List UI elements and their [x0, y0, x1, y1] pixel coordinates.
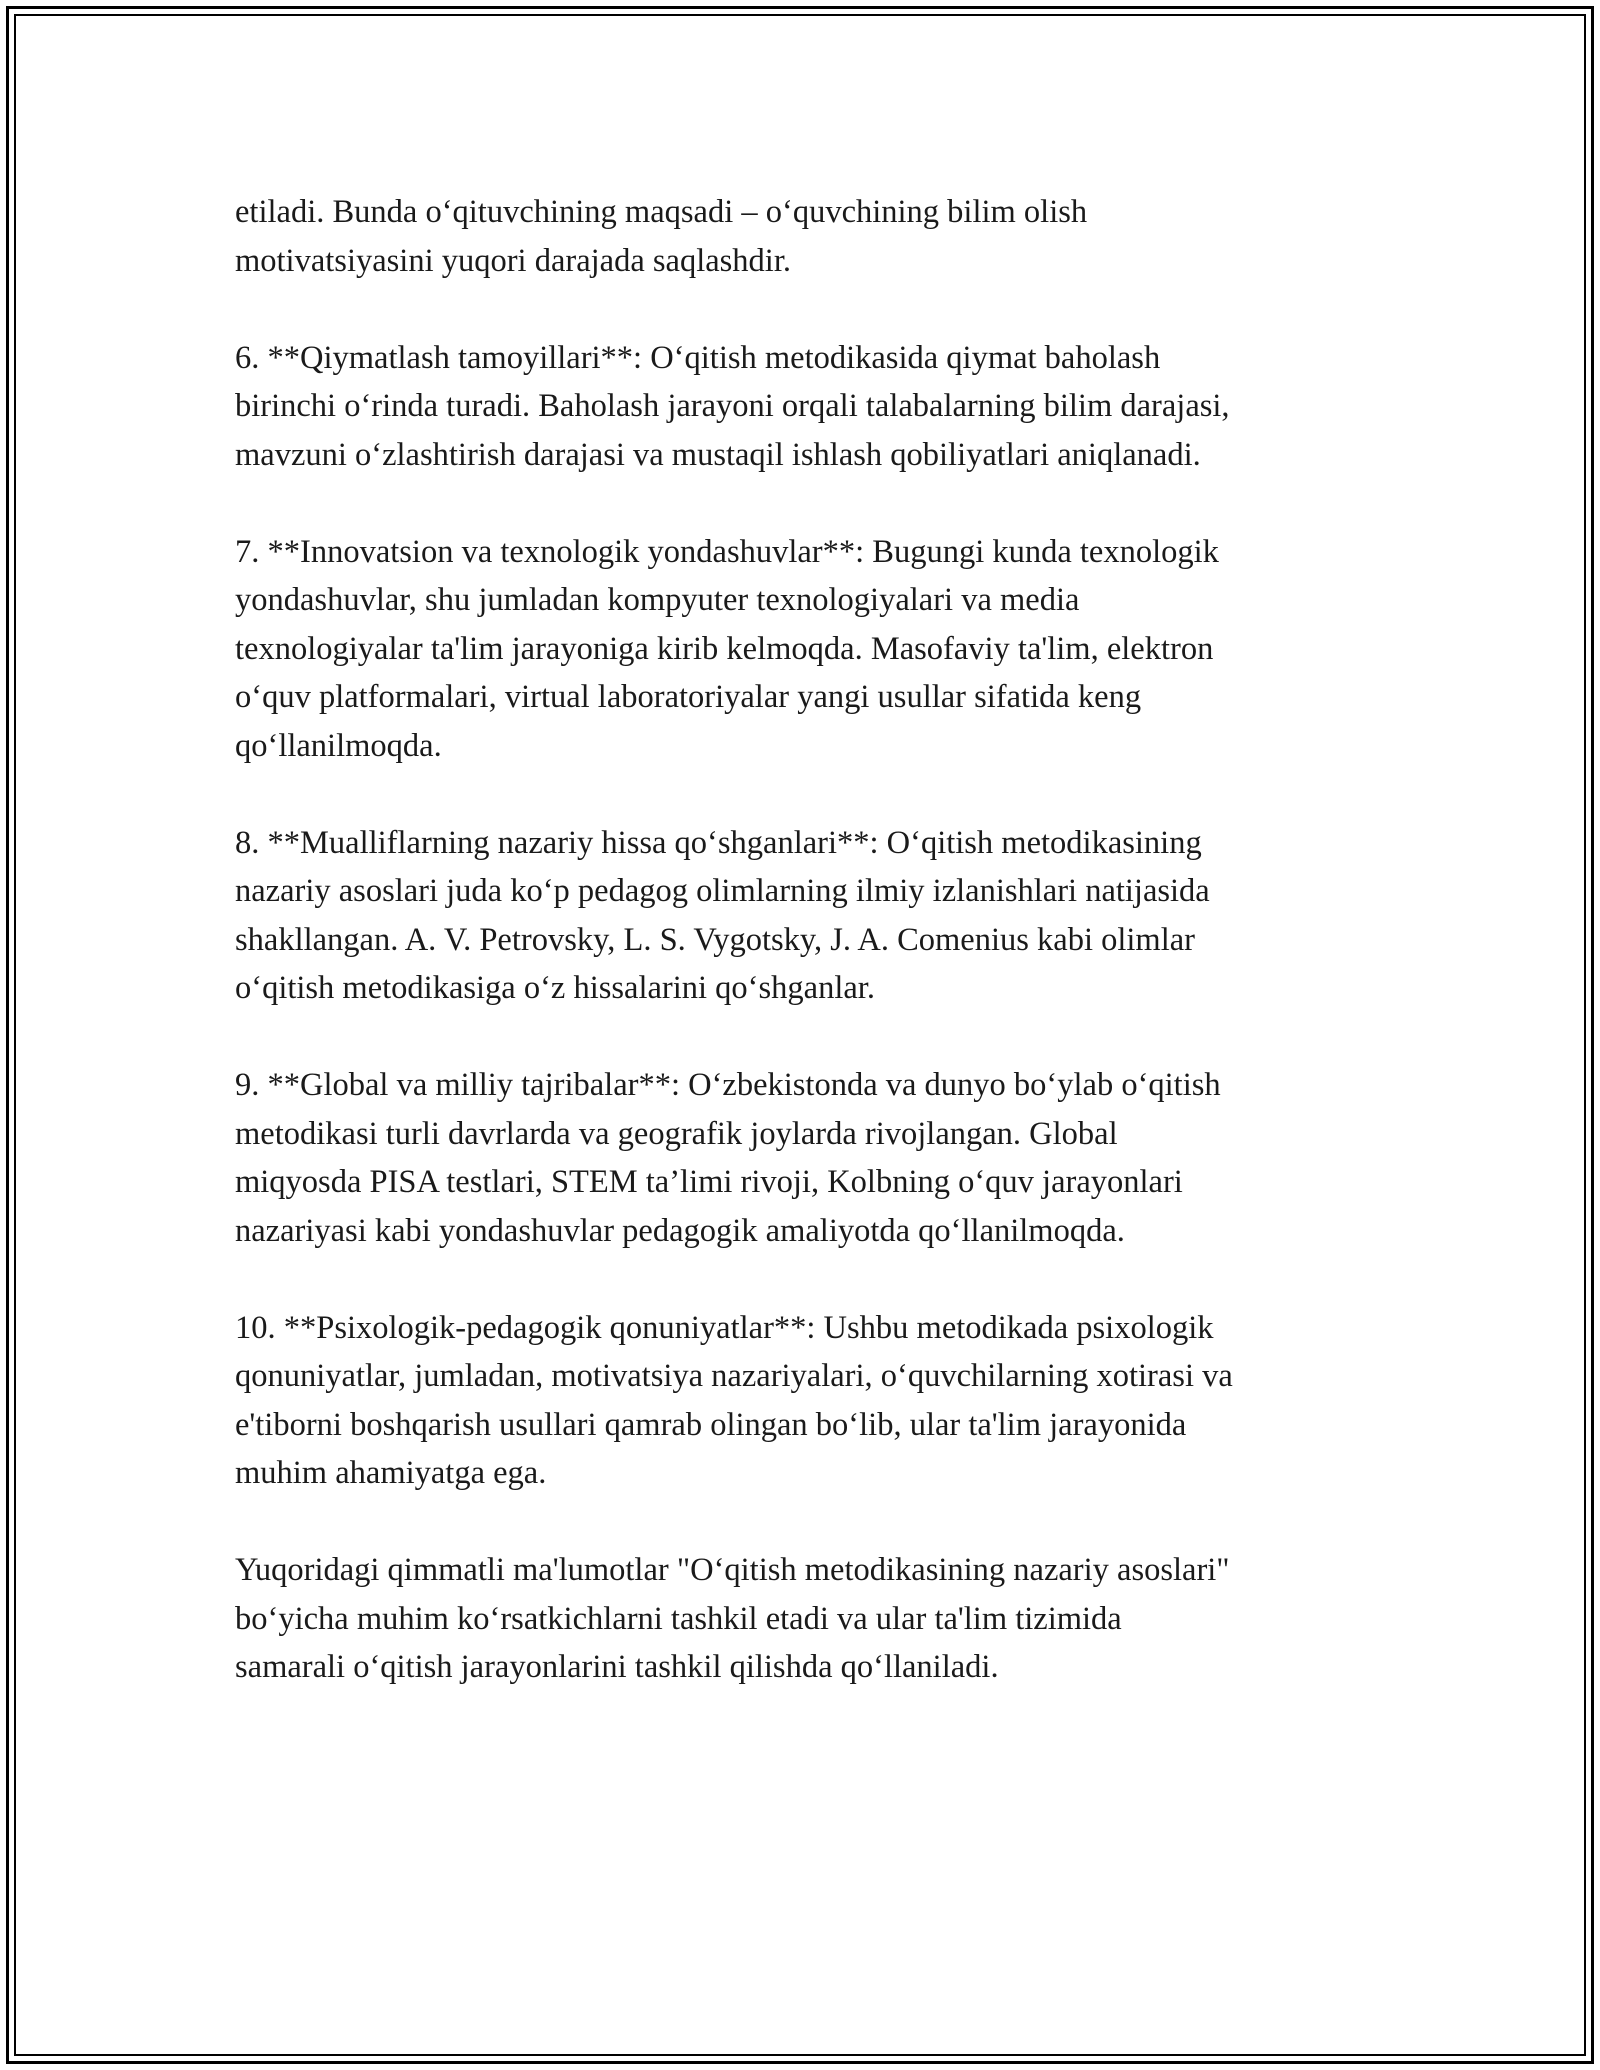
paragraph-item-8 [235, 819, 1385, 1013]
text-line: nazariyasi kabi yondashuvlar pedagogik amaliyotda qo‘llanilmoqda. [235, 1212, 1125, 1249]
text-line: o‘quv platformalari, virtual laboratoriyalar yangi usullar sifatida keng [235, 679, 1142, 715]
text-line: yondashuvlar, shu jumladan kompyuter texnologiyalari va media [235, 582, 1080, 618]
text-line: nazariy asoslari juda ko‘p pedagog olimlarning ilmiy izlanishlari natijasida [235, 873, 1210, 909]
text-line: motivatsiyasini yuqori darajada saqlashdir. [235, 242, 791, 279]
text-line: etiladi. Bunda o‘qituvchining maqsadi – o‘quvchining bilim olish [235, 194, 1088, 230]
text-line: qo‘llanilmoqda. [235, 727, 442, 764]
text-line: 6. **Qiymatlash tamoyillari**: O‘qitish metodikasida qiymat baholash [235, 339, 1161, 376]
text-line: birinchi o‘rinda turadi. Baholash jarayoni orqali talabalarning bilim darajasi, [235, 388, 1230, 424]
text-line: miqyosda PISA testlari, STEM ta’limi rivoji, Kolbning o‘quv jarayonlari [235, 1164, 1183, 1200]
text-line: 9. **Global va milliy tajribalar**: O‘zbekistonda va dunyo bo‘ylab o‘qitish [235, 1067, 1221, 1103]
text-line: Yuqoridagi qimmatli ma'lumotlar "O‘qitish metodikasining nazariy asoslari" [235, 1552, 1230, 1588]
text-line: e'tiborni boshqarish usullari qamrab olingan bo‘lib, ular ta'lim jarayonida [235, 1406, 1187, 1443]
text-line: shakllangan. A. V. Petrovsky, L. S. Vygotsky, J. A. Comenius kabi olimlar [235, 921, 1195, 958]
paragraph-item-10 [235, 1304, 1385, 1498]
document-body [235, 188, 1385, 1740]
text-line: muhim ahamiyatga ega. [235, 1455, 547, 1491]
text-line: mavzuni o‘zlashtirish darajasi va mustaqil ishlash qobiliyatlari aniqlanadi. [235, 436, 1201, 473]
paragraph-continuation [235, 188, 1385, 285]
text-line: samarali o‘qitish jarayonlarini tashkil qilishda qo‘llaniladi. [235, 1649, 999, 1685]
paragraph-item-6 [235, 334, 1385, 480]
text-line: 7. **Innovatsion va texnologik yondashuvlar**: Bugungi kunda texnologik [235, 533, 1219, 570]
text-line: metodikasi turli davrlarda va geografik joylarda rivojlangan. Global [235, 1115, 1118, 1152]
paragraph-conclusion [235, 1546, 1385, 1692]
text-line: texnologiyalar ta'lim jarayoniga kirib kelmoqda. Masofaviy ta'lim, elektron [235, 630, 1214, 667]
text-line: qonuniyatlar, jumladan, motivatsiya nazariyalari, o‘quvchilarning xotirasi va [235, 1358, 1233, 1394]
text-line: o‘qitish metodikasiga o‘z hissalarini qo‘shganlar. [235, 970, 875, 1006]
paragraph-item-7 [235, 528, 1385, 771]
text-line: 8. **Mualliflarning nazariy hissa qo‘shganlari**: O‘qitish metodikasining [235, 824, 1202, 861]
text-line: bo‘yicha muhim ko‘rsatkichlarni tashkil etadi va ular ta'lim tizimida [235, 1600, 1122, 1637]
text-line: 10. **Psixologik-pedagogik qonuniyatlar**: Ushbu metodikada psixologik [235, 1309, 1214, 1346]
paragraph-item-9 [235, 1061, 1385, 1255]
